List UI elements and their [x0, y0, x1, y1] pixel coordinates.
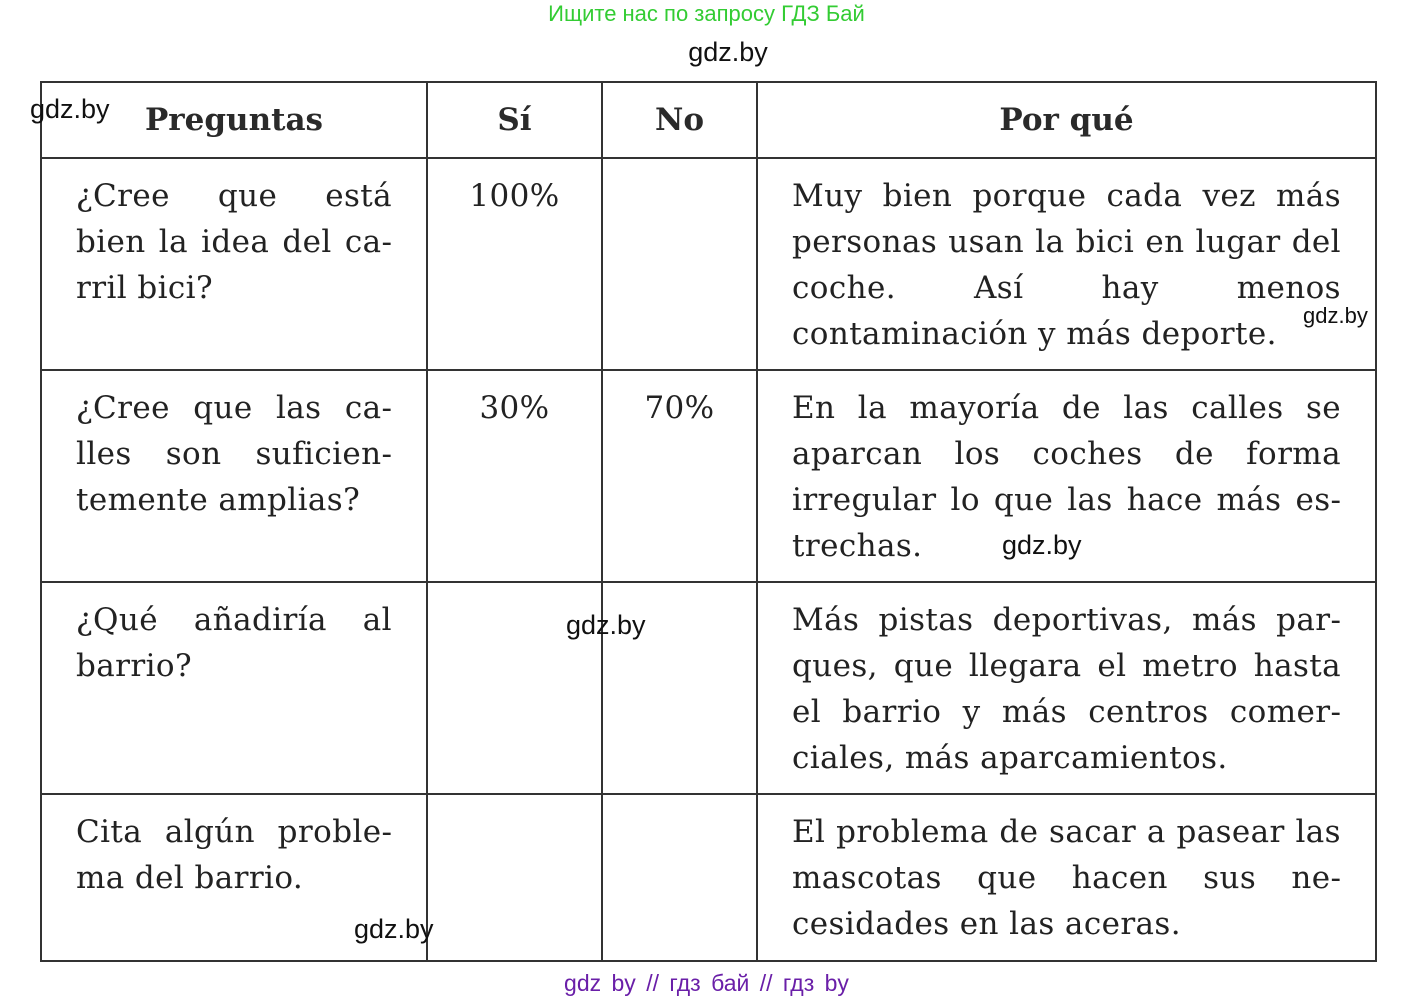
header-por-que: Por qué [757, 82, 1376, 158]
watermark: gdz.by [30, 94, 110, 124]
survey-table [40, 81, 1377, 962]
watermark: gdz.by [1002, 530, 1082, 560]
no-cell [602, 794, 757, 961]
footer-links: gdz by // гдз бай // гдз by [564, 970, 849, 996]
no-cell [602, 158, 757, 370]
watermark: gdz.by [354, 914, 434, 944]
si-cell: 30% [427, 370, 602, 582]
reason-cell: El problema de sacar a pasear las mascotas que hacen sus necesidades en las aceras. [757, 794, 1376, 961]
no-cell: 70% [602, 370, 757, 582]
si-cell: 100% [427, 158, 602, 370]
question-cell: ¿Cree que las calles son suficientemente amplias? [41, 370, 427, 582]
header-si: Sí [427, 82, 602, 158]
question-cell: ¿Qué añadiría al barrio? [41, 582, 427, 794]
table-row [41, 158, 1376, 370]
reason-cell: Más pistas deportivas, más parques, que llegara el metro hasta el barrio y más centros comerciales, más aparcamientos. [757, 582, 1376, 794]
table-row [41, 582, 1376, 794]
question-cell: ¿Cree que está bien la idea del carril bici? [41, 158, 427, 370]
reason-cell: Muy bien porque cada vez más personas usan la bici en lugar del coche. Así hay menos contaminación y más deporte. [757, 158, 1376, 370]
header-no: No [602, 82, 757, 158]
table-row [41, 370, 1376, 582]
watermark: gdz.by [566, 610, 646, 640]
watermark: gdz.by [1303, 303, 1368, 328]
header-preguntas: Preguntas [41, 82, 427, 158]
header-row [41, 82, 1376, 158]
table-row [41, 794, 1376, 961]
promo-banner: Ищите нас по запросу ГДЗ Бай [548, 1, 865, 26]
site-name: gdz.by [688, 37, 768, 67]
si-cell [427, 794, 602, 961]
question-cell: Cita algún problema del barrio. [41, 794, 427, 961]
reason-cell: En la mayoría de las calles se aparcan los coches de forma irregular lo que las hace más estrechas. [757, 370, 1376, 582]
